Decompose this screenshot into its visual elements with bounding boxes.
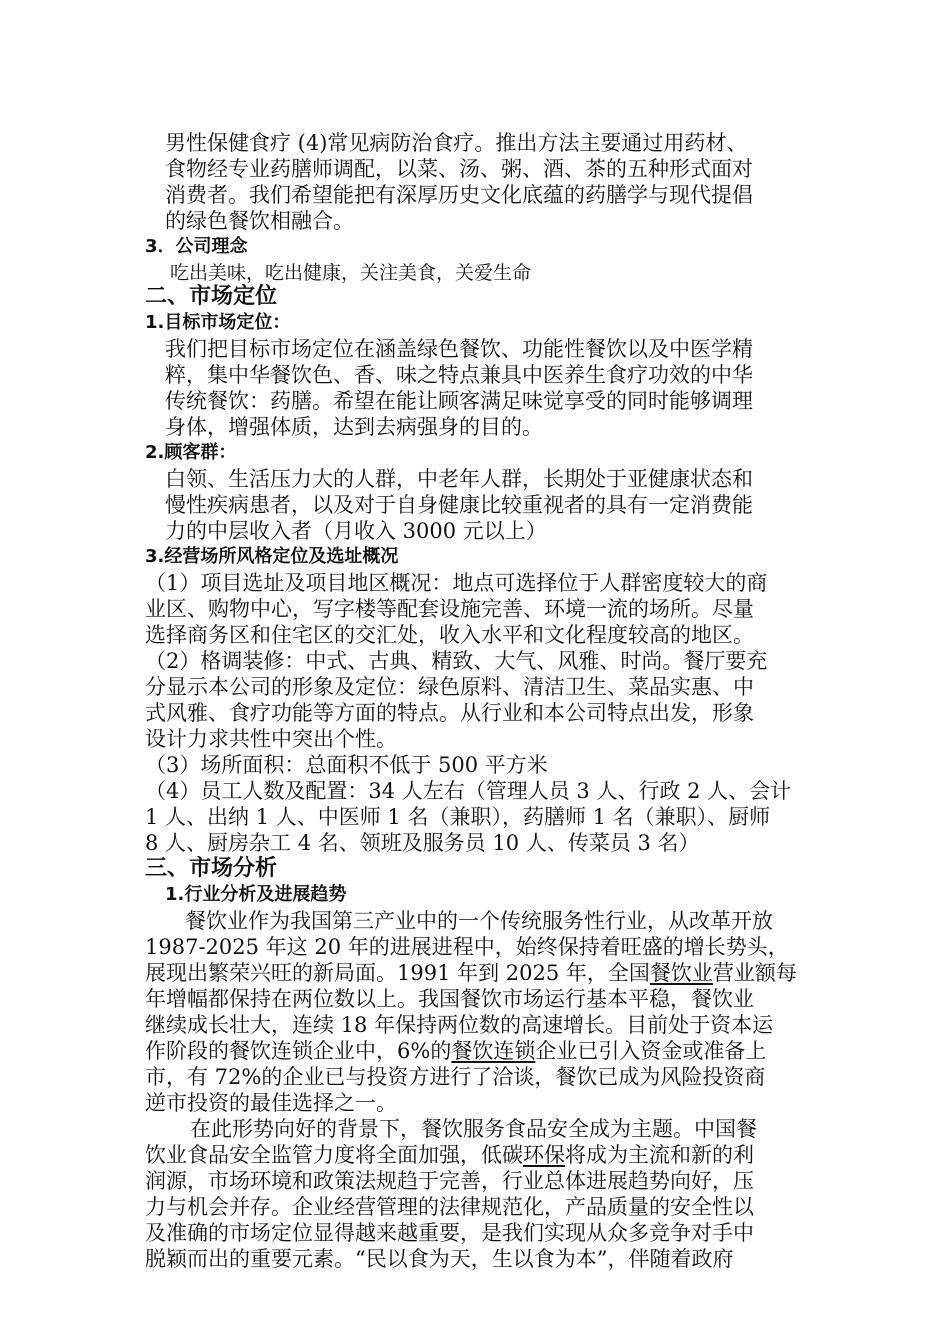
trend-b-line-2-text: 饮业食品安全监管力度将全面加强，低碳 [145,1143,523,1167]
venue-p3: （3）场所面积：总面积不低于 500 平方米 [145,753,548,777]
customers-heading: 2.顾客群： [145,442,237,463]
intro-line-3: 消费者。我们希望能把有深厚历史文化底蕴的药膳学与现代提倡 [165,183,753,207]
trend-a-line-3 [145,960,797,986]
trend-a-line-3-text: 展现出繁荣兴旺的新局面。1991 年到 2025 年，全国 [145,961,650,985]
venue-p2-line-4: 设计力求共性中突出个性。 [145,727,397,751]
trend-a-line-7: 市，有 72%的企业已与投资方进行了洽谈，餐饮已成为风险投资商 [145,1065,766,1089]
target-line-1: 我们把目标市场定位在涵盖绿色餐饮、功能性餐饮以及中医学精 [165,337,753,361]
intro-line-4: 的绿色餐饮相融合。 [165,209,354,233]
venue-p1-line-3: 选择商务区和住宅区的交汇处，收入水平和文化程度较高的地区。 [145,623,754,647]
trend-a-line-6-text: 作阶段的餐饮连锁企业中，6%的 [145,1039,452,1063]
trend-a-line-8: 逆市投资的最佳选择之一。 [145,1091,397,1115]
catering-industry-link[interactable]: 餐饮业 [649,961,713,985]
trend-b-line-1: 在此形势向好的背景下，餐饮服务食品安全成为主题。中国餐 [190,1117,757,1141]
market-positioning-heading: 二、市场定位 [145,284,278,309]
venue-p4-line-2: 1 人、出纳 1 人、中医师 1 名（兼职），药膳师 1 名（兼职）、厨师 [145,805,771,829]
environmental-protection-link[interactable]: 环保 [523,1143,565,1167]
trend-b-line-4: 力与机会并存。企业经营管理的法律规范化，产品质量的安全性以 [145,1195,754,1219]
target-line-3: 传统餐饮：药膳。希望在能让顾客满足味觉享受的同时能够调理 [165,389,753,413]
trend-b-line-2-end: 将成为主流和新的利 [565,1143,754,1167]
customers-line-3: 力的中层收入者（月收入 3000 元以上） [165,519,547,543]
venue-p2-line-2: 分显示本公司的形象及定位：绿色原料、清洁卫生、菜品实惠、中 [145,675,754,699]
customers-line-1: 白领、生活压力大的人群，中老年人群，长期处于亚健康状态和 [165,467,753,491]
industry-trend-heading: 1.行业分析及进展趋势 [165,884,347,905]
trend-b-line-3: 润源，市场环境和政策法规趋于完善，行业总体进展趋势向好，压 [145,1169,754,1193]
trend-a-line-5: 继续成长壮大，连续 18 年保持两位数的高速增长。目前处于资本运 [145,1013,774,1037]
trend-a-line-6 [145,1038,766,1064]
venue-p2-line-1: （2）格调装修：中式、古典、精致、大气、风雅、时尚。餐厅要充 [145,649,768,673]
customers-line-2: 慢性疾病患者，以及对于自身健康比较重视者的具有一定消费能 [165,493,753,517]
intro-line-1: 男性保健食疗 (4)常见病防治食疗。推出方法主要通过用药材、 [165,131,748,155]
venue-p1-line-2: 业区、购物中心，写字楼等配套设施完善、环境一流的场所。尽量 [145,597,754,621]
market-analysis-heading: 三、市场分析 [145,856,278,881]
trend-b-line-6: 脱颖而出的重要元素。“民以食为天，生以食为本”，伴随着政府 [145,1247,734,1271]
venue-p1-line-1: （1）项目选址及项目地区概况：地点可选择位于人群密度较大的商 [145,571,768,595]
trend-a-line-3-end: 营业额每 [712,961,797,985]
target-line-4: 身体，增强体质，达到去病强身的目的。 [165,415,543,439]
trend-a-line-1: 餐饮业作为我国第三产业中的一个传统服务性行业，从改革开放 [185,909,773,933]
target-line-2: 粹，集中华餐饮色、香、味之特点兼具中医养生食疗功效的中华 [165,363,753,387]
catering-chain-link[interactable]: 餐饮连锁 [451,1039,536,1063]
venue-p4-line-1: （4）员工人数及配置：34 人左右（管理人员 3 人、行政 2 人、会计 [145,779,792,803]
trend-a-line-4: 年增幅都保持在两位数以上。我国餐饮市场运行基本平稳，餐饮业 [145,987,754,1011]
venue-heading: 3.经营场所风格定位及选址概况 [145,546,399,567]
trend-b-line-2 [145,1142,754,1168]
venue-p4-line-3: 8 人、厨房杂工 4 名、领班及服务员 10 人、传菜员 3 名） [145,831,700,855]
concept-heading: 3．公司理念 [145,236,248,257]
target-market-heading: 1.目标市场定位： [145,312,291,333]
intro-line-2: 食物经专业药膳师调配，以菜、汤、粥、酒、茶的五种形式面对 [165,157,753,181]
venue-p2-line-3: 式风雅、食疗功能等方面的特点。从行业和本公司特点出发，形象 [145,701,754,725]
concept-text: 吃出美味，吃出健康，关注美食，关爱生命 [170,262,532,284]
trend-a-line-6-end: 企业已引入资金或准备上 [535,1039,767,1063]
trend-b-line-5: 及准确的市场定位显得越来越重要，是我们实现从众多竞争对手中 [145,1221,754,1245]
trend-a-line-2: 1987-2025 年这 20 年的进展进程中，始终保持着旺盛的增长势头， [145,935,789,959]
